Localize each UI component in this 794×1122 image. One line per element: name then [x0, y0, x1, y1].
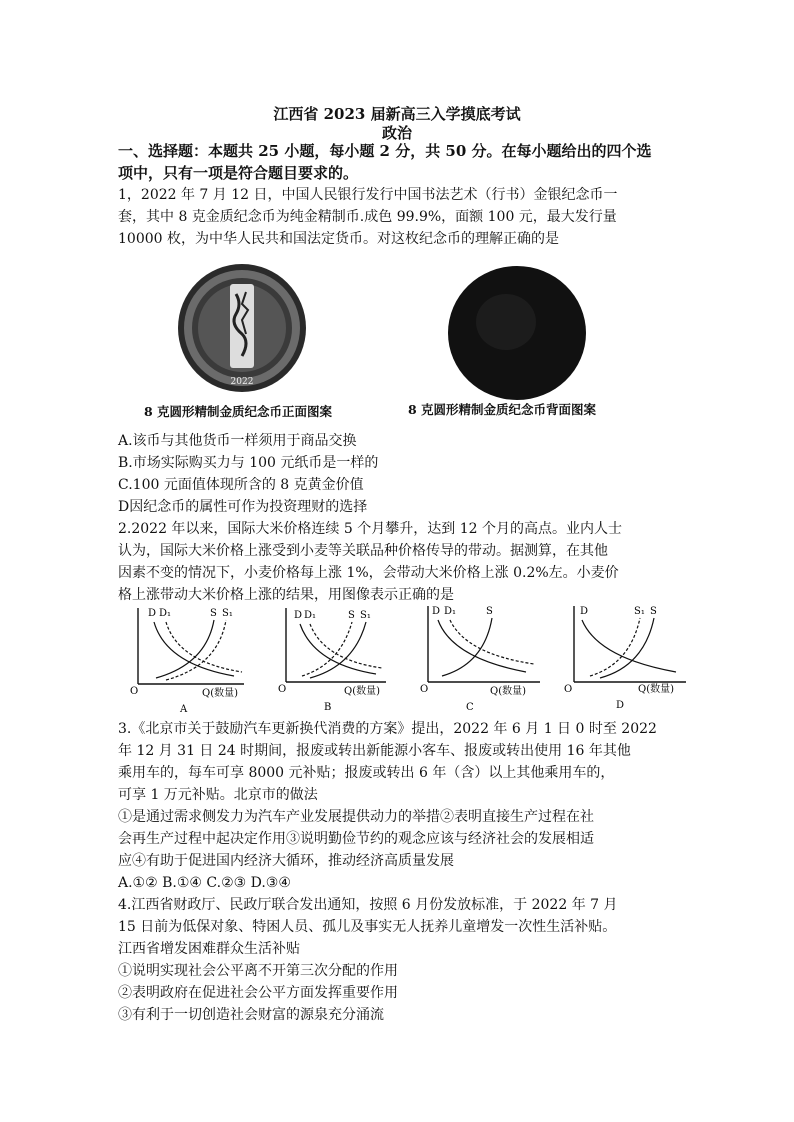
graph-c-curve-d1: [450, 620, 534, 664]
coin-back-caption: 8 克圆形精制金质纪念币背面图案: [408, 402, 597, 417]
graph-d-curve-s1: [590, 618, 640, 676]
coin-front-caption: 8 克圆形精制金质纪念币正面图案: [144, 404, 333, 419]
graph-c: [416, 602, 566, 714]
graph-d-origin: O: [564, 684, 573, 695]
q3-stem-line2: 年 12 月 31 日 24 时期间，报废或转出新能源小客车、报废或转出使用 16 年其他: [118, 743, 631, 759]
q1-option-c: C.100 元面值体现所含的 8 克黄金价值: [118, 477, 364, 493]
section-heading-line1: 一、选择题：本题共 25 小题，每小题 2 分，共 50 分。在每小题给出的四个选: [118, 142, 652, 160]
q3-stem-line4: 可享 1 万元补贴。北京市的做法: [118, 787, 318, 803]
graph-b-curve-d1: [310, 624, 382, 668]
graph-b-label-d1: D₁: [304, 610, 317, 621]
graph-c-label-d: D: [432, 606, 441, 617]
q3-stem-line6: 会再生产过程中起决定作用③说明勤俭节约的观念应该与经济社会的发展相适: [118, 831, 594, 847]
graph-c-option: C: [466, 702, 474, 713]
q3-options: A.①② B.①④ C.②③ D.③④: [118, 875, 291, 891]
graph-a-label-d: D: [148, 608, 157, 619]
q4-statement-3: ③有利于一切创造社会财富的源泉充分涌流: [118, 1007, 384, 1023]
graph-a-origin: O: [130, 686, 139, 697]
graph-b-label-s1: S₁: [360, 610, 371, 621]
q2-stem-line1: 2.2022 年以来，国际大米价格连续 5 个月攀升，达到 12 个月的高点。业内人士: [118, 521, 622, 537]
q4-statement-1: ①说明实现社会公平离不开第三次分配的作用: [118, 963, 398, 979]
coin-year-text: 2022: [230, 377, 254, 387]
graph-a: [126, 604, 276, 716]
graph-d-curve-s: [600, 618, 654, 678]
graph-c-label-d1: D₁: [444, 606, 457, 617]
graph-a-label-s: S: [210, 608, 217, 619]
q2-stem-line2: 认为，国际大米价格上涨受到小麦等关联品种价格传导的带动。据测算，在其他: [118, 543, 608, 559]
graph-c-x-label: Q(数量): [490, 686, 527, 697]
q3-stem-line1: 3.《北京市关于鼓励汽车更新换代消费的方案》提出，2022 年 6 月 1 日 0 时至 2022: [118, 721, 657, 737]
graph-d-label-s: S: [650, 606, 657, 617]
graph-d-label-s1: S₁: [634, 606, 645, 617]
graph-a-label-d1: D₁: [159, 608, 172, 619]
graph-b-label-d: D: [294, 610, 303, 621]
graph-b-option: B: [324, 702, 332, 713]
graph-b-curve-d: [300, 624, 376, 674]
subject-title: 政治: [381, 124, 412, 142]
q1-option-b: B.市场实际购买力与 100 元纸币是一样的: [118, 455, 379, 471]
q2-stem-line4: 格上涨带动大米价格上涨的结果，用图像表示正确的是: [118, 587, 454, 603]
graph-a-label-s1: S₁: [222, 608, 233, 619]
q3-stem-line5: ①是通过需求侧发力为汽车产业发展提供动力的举措②表明直接生产过程在社: [118, 809, 594, 825]
q1-stem-line3: 10000 枚，为中华人民共和国法定货币。对这枚纪念币的理解正确的是: [118, 231, 559, 247]
q1-stem-line1: 1，2022 年 7 月 12 日，中国人民银行发行中国书法艺术（行书）金银纪念币一: [118, 187, 618, 203]
graph-c-curve-s: [442, 618, 492, 676]
graph-b-x-label: Q(数量): [344, 686, 381, 697]
section-heading-line2: 项中，只有一项是符合题目要求的。: [118, 164, 359, 182]
graph-b-origin: O: [278, 684, 287, 695]
graph-d-option: D: [616, 700, 625, 711]
q1-option-a: A.该币与其他货币一样须用于商品交换: [118, 433, 357, 449]
graph-b-curve-s: [302, 622, 352, 676]
graph-d-label-d: D: [580, 606, 589, 617]
q1-stem-line2: 套，其中 8 克金质纪念币为纯金精制币.成色 99.9%，面额 100 元，最大发行量: [118, 209, 617, 225]
q4-statement-2: ②表明政府在促进社会公平方面发挥重要作用: [118, 985, 398, 1001]
q3-stem-line7: 应④有助于促进国内经济大循环，推动经济高质量发展: [118, 853, 454, 869]
graph-b-label-s: S: [348, 610, 355, 621]
coin-front-image: [176, 262, 308, 394]
graph-c-origin: O: [420, 684, 429, 695]
exam-title: 江西省 2023 届新高三入学摸底考试: [273, 105, 521, 123]
graph-c-label-s: S: [486, 606, 493, 617]
graph-d-x-label: Q(数量): [638, 684, 675, 695]
graph-d: [560, 602, 710, 714]
q4-stem-line1: 4.江西省财政厅、民政厅联合发出通知，按照 6 月份发放标准，于 2022 年 7 月: [118, 897, 618, 913]
graph-a-option: A: [180, 704, 188, 715]
q4-stem-line2: 15 日前为低保对象、特困人员、孤儿及事实无人抚养儿童增发一次性生活补贴。: [118, 919, 617, 935]
graph-a-x-label: Q(数量): [202, 688, 239, 699]
q1-option-d: D因纪念币的属性可作为投资理财的选择: [118, 499, 368, 515]
q3-stem-line3: 乘用车的，每车可享 8000 元补贴；报废或转出 6 年（含）以上其他乘用车的，: [118, 765, 615, 781]
coin-back-image: [446, 264, 588, 402]
graph-b: [274, 604, 424, 716]
q2-stem-line3: 因素不变的情况下，小麦价格每上涨 1%，会带动大米价格上涨 0.2%左。小麦价: [118, 565, 619, 581]
q4-stem-line3: 江西省增发困难群众生活补贴: [118, 941, 300, 957]
